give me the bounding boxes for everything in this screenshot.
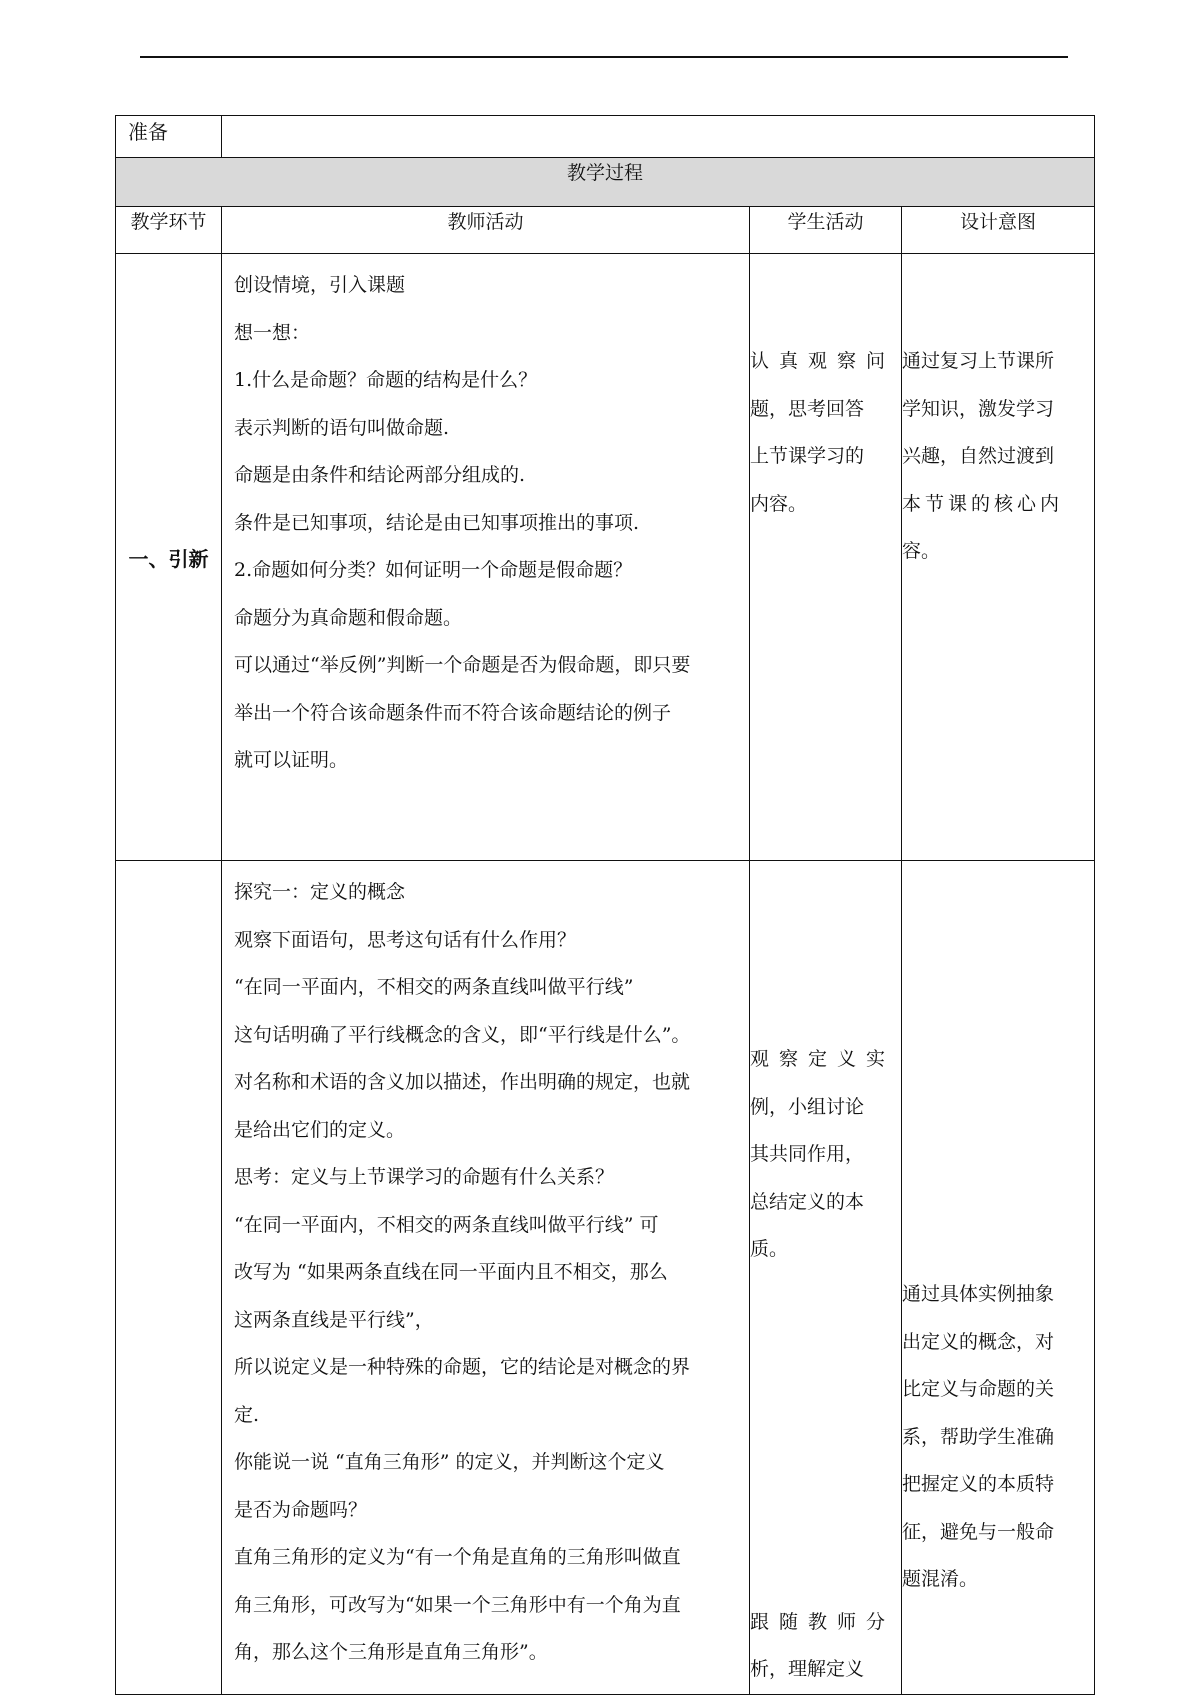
text-line: 质。 <box>750 1238 789 1260</box>
text-line: 容。 <box>902 540 941 562</box>
text-line: 比定义与命题的关 <box>902 1378 1055 1400</box>
section-title: 教学过程 <box>116 158 1095 207</box>
student-block-follow <box>750 1274 901 1694</box>
text-line: 创设情境，引入课题 <box>234 274 406 296</box>
text-line: 其共同作用， <box>750 1143 865 1165</box>
text-line: 兴趣，自然过渡到 <box>902 445 1055 467</box>
student-activity <box>750 861 902 1695</box>
text-line: 析，理解定义 <box>750 1658 865 1680</box>
text-line: 题，思考回答 <box>750 397 865 420</box>
lesson-plan-table <box>115 115 1095 1695</box>
text-line: 上节课学习的 <box>750 445 865 467</box>
text-line: 通过具体实例抽象 <box>902 1283 1055 1305</box>
text-line: 观察定义实 <box>750 1048 896 1070</box>
student-activity <box>750 254 902 861</box>
section-header-row <box>116 158 1095 207</box>
student-block-observe <box>750 861 901 1274</box>
table-row <box>116 861 1095 1695</box>
prep-label: 准备 <box>116 116 222 158</box>
text-line: 探究一：定义的概念 <box>234 881 406 903</box>
text-line: 例，小组讨论 <box>750 1095 865 1118</box>
text-line: 内容。 <box>750 492 808 515</box>
text-line: 认真观察问 <box>750 350 896 372</box>
text-line: 所以说定义是一种特殊的命题，它的结论是对概念的界 <box>234 1356 691 1378</box>
text-line: 总结定义的本 <box>750 1190 865 1213</box>
text-line: 对名称和术语的含义加以描述，作出明确的规定，也就 <box>234 1071 691 1093</box>
text-line: 学知识，激发学习 <box>902 397 1055 420</box>
design-intent <box>902 861 1095 1695</box>
text-line: 出定义的概念，对 <box>902 1330 1055 1353</box>
text-line: 题混淆。 <box>902 1568 979 1590</box>
text-line: 把握定义的本质特 <box>902 1473 1055 1495</box>
text-line: 条件是已知事项，结论是由已知事项推出的事项. <box>234 511 640 534</box>
text-line: 角三角形，可改写为“如果一个三角形中有一个角为直 <box>234 1593 681 1616</box>
header-rule <box>140 56 1068 58</box>
prep-row <box>116 116 1095 158</box>
text-line: 举出一个符合该命题条件而不符合该命题结论的例子 <box>234 701 672 724</box>
text-line: 是否为命题吗？ <box>234 1498 368 1521</box>
text-line: 表示判断的语句叫做命题. <box>234 416 450 439</box>
prep-value <box>222 116 1095 158</box>
text-line: 角，那么这个三角形是直角三角形”。 <box>234 1641 548 1663</box>
text-line: 命题分为真命题和假命题。 <box>234 606 463 629</box>
text-line: 可以通过“举反例”判断一个命题是否为假命题，即只要 <box>234 654 691 676</box>
design-block <box>902 861 1094 1604</box>
text-line: “在同一平面内，不相交的两条直线叫做平行线” <box>234 976 634 998</box>
text-line: 命题是由条件和结论两部分组成的. <box>234 464 526 486</box>
text-line: 通过复习上节课所 <box>902 350 1055 372</box>
text-line: 2.命题如何分类？如何证明一个命题是假命题？ <box>234 559 633 581</box>
col-teacher: 教师活动 <box>222 207 750 254</box>
col-stage: 教学环节 <box>116 207 222 254</box>
text-line: 这两条直线是平行线”， <box>234 1308 434 1331</box>
text-line: 你能说一说 “直角三角形” 的定义，并判断这个定义 <box>234 1451 665 1473</box>
col-student: 学生活动 <box>750 207 902 254</box>
text-line: 是给出它们的定义。 <box>234 1118 406 1141</box>
text-line: 系，帮助学生准确 <box>902 1425 1055 1448</box>
text-line: 就可以证明。 <box>234 749 349 771</box>
text-line: 定. <box>234 1403 260 1426</box>
text-line: 跟随教师分 <box>750 1610 896 1633</box>
text-line: 改写为 “如果两条直线在同一平面内且不相交，那么 <box>234 1261 668 1283</box>
text-line: 直角三角形的定义为“有一个角是直角的三角形叫做直 <box>234 1546 681 1568</box>
text-line: 思考：定义与上节课学习的命题有什么关系？ <box>234 1166 615 1188</box>
text-line: 这句话明确了平行线概念的含义，即“平行线是什么”。 <box>234 1023 691 1046</box>
teacher-activity <box>222 861 750 1695</box>
design-intent <box>902 254 1095 861</box>
stage-label <box>116 861 222 1695</box>
text-line: 观察下面语句，思考这句话有什么作用？ <box>234 928 577 951</box>
text-line: “在同一平面内，不相交的两条直线叫做平行线” 可 <box>234 1213 659 1236</box>
stage-label: 一、引新 <box>116 254 222 861</box>
text-line: 本节课的核心内 <box>902 492 1064 515</box>
teacher-activity <box>222 254 750 861</box>
column-header-row <box>116 207 1095 254</box>
text-line: 想一想： <box>234 321 311 344</box>
text-line: 征，避免与一般命 <box>902 1520 1055 1543</box>
col-design: 设计意图 <box>902 207 1095 254</box>
table-row <box>116 254 1095 861</box>
text-line: 1.什么是命题？命题的结构是什么？ <box>234 369 538 391</box>
